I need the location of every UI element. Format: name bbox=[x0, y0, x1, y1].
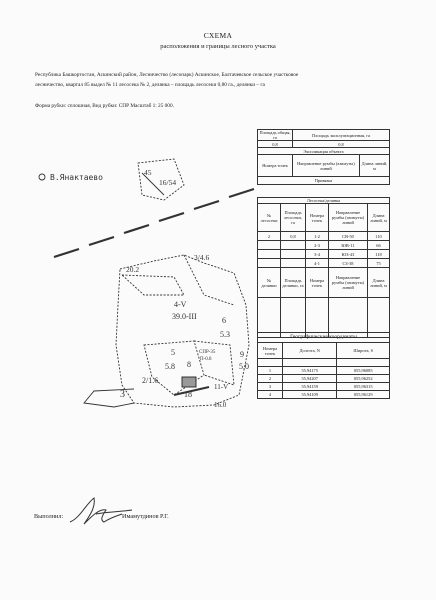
cell: 2-3 bbox=[306, 241, 329, 250]
signature-name: Имамутдинов Р.Г. bbox=[122, 513, 169, 520]
plot-map bbox=[34, 145, 259, 415]
cell: 110 bbox=[368, 232, 390, 241]
map-label-3: 20.2 bbox=[126, 265, 140, 274]
cell: 0,8 bbox=[281, 232, 306, 241]
geo-lon-header: Долгота, N bbox=[283, 343, 337, 359]
cell: 055,96085 bbox=[337, 367, 390, 375]
binding-direction-header: Направление румбы (азимуты) линий bbox=[293, 155, 360, 177]
binding-point-header: Номера точек bbox=[258, 155, 293, 177]
plot-num-header: № лесосеки bbox=[258, 204, 281, 232]
cell: 055,96315 bbox=[337, 383, 390, 391]
plot-length-header: Длина линий, м bbox=[368, 204, 390, 232]
plot-area-header: Площадь лесосеки, га bbox=[281, 204, 306, 232]
cell bbox=[281, 241, 306, 250]
map-label-4: 4-V bbox=[174, 300, 187, 309]
table-row bbox=[258, 375, 390, 383]
table-row bbox=[258, 259, 390, 268]
village-label: В.Янактаево bbox=[50, 173, 103, 182]
table-row bbox=[258, 367, 390, 375]
cell bbox=[258, 241, 281, 250]
cell: СВ-50 bbox=[329, 232, 368, 241]
cell: 2 bbox=[258, 232, 281, 241]
cell: 118 bbox=[368, 250, 390, 259]
cell bbox=[281, 259, 306, 268]
cell: 3 bbox=[258, 383, 283, 391]
cell: 4-1 bbox=[306, 259, 329, 268]
area-operational-header: Площадь эксплуатационная, га bbox=[293, 130, 390, 141]
cell: СЗ-38 bbox=[329, 259, 368, 268]
logging-plot-marker bbox=[182, 377, 196, 387]
area-table bbox=[257, 129, 390, 185]
cell bbox=[281, 250, 306, 259]
map-label-0: 45 bbox=[144, 168, 152, 177]
cell: 3-4 bbox=[306, 250, 329, 259]
parcel-num-header: № делянки bbox=[258, 268, 281, 298]
map-label-16: 3 bbox=[120, 389, 125, 400]
cell: 2 bbox=[258, 375, 283, 383]
parcel-direction-header: Направление румбы (азимуты) линий bbox=[329, 268, 368, 298]
map-label-2: 3/4.6 bbox=[194, 253, 210, 262]
map-label-9: П-0.8 bbox=[200, 357, 212, 362]
map-label-19: 16.0 bbox=[214, 401, 227, 409]
table-row bbox=[258, 241, 390, 250]
map-label-13: 9 bbox=[240, 350, 244, 359]
cell bbox=[258, 259, 281, 268]
document-title: СХЕМА bbox=[203, 31, 233, 40]
cell: 055,96129 bbox=[337, 391, 390, 399]
parcel-points-header: Номера точек bbox=[306, 268, 329, 298]
geo-title: Географические координаты bbox=[258, 333, 390, 343]
map-label-11: 5.8 bbox=[165, 362, 175, 371]
map-label-18: 11-V bbox=[214, 383, 229, 391]
map-label-7: 5.3 bbox=[220, 330, 230, 339]
cell: 55,94207 bbox=[283, 375, 337, 383]
signature-label: Выполнил: bbox=[34, 513, 64, 520]
cell: 55,94109 bbox=[283, 391, 337, 399]
cell bbox=[258, 250, 281, 259]
cell: 1-2 bbox=[306, 232, 329, 241]
map-label-15: 2/1.6 bbox=[142, 376, 159, 385]
table-row bbox=[258, 391, 390, 399]
map-label-12: 8 bbox=[187, 360, 191, 369]
cell: 55,94159 bbox=[283, 383, 337, 391]
felling-form-line: Форма рубки: сплошная, Вид рубки: СПР Масштаб 1: 25 000. bbox=[35, 103, 174, 109]
map-label-6: 6 bbox=[222, 316, 226, 325]
explication-header: Экспликация объекта bbox=[258, 148, 390, 155]
map-label-10: 5 bbox=[171, 348, 175, 357]
binding-length-header: Длина линий, м bbox=[359, 155, 389, 177]
map-label-8: СПР-35 bbox=[199, 350, 216, 355]
geo-lat-header: Широта, S bbox=[337, 343, 390, 359]
cell: ЮВ-11 bbox=[329, 241, 368, 250]
parcel-length-header: Длина линий, м bbox=[368, 268, 390, 298]
plot-table bbox=[257, 197, 390, 338]
village-marker-icon bbox=[39, 174, 45, 180]
geo-coordinates-table bbox=[257, 332, 390, 399]
cell: 1 bbox=[258, 367, 283, 375]
area-total-value: 0,8 bbox=[258, 141, 293, 148]
cell: ЮЗ-43 bbox=[329, 250, 368, 259]
binding-label: Привязка bbox=[258, 177, 390, 185]
area-operational-value: 0,8 bbox=[293, 141, 390, 148]
map-label-5: 39.0-III bbox=[172, 312, 197, 321]
cell: 66 bbox=[368, 241, 390, 250]
plot-direction-header: Направление румбы (азимуты) линий bbox=[329, 204, 368, 232]
cell: 55,94175 bbox=[283, 367, 337, 375]
plot-section-header: Лесосека/делянка bbox=[258, 198, 390, 204]
document-subtitle: расположения и границы лесного участка bbox=[160, 43, 276, 50]
map-label-1: 16/54 bbox=[159, 178, 177, 187]
map-label-14: 5.0 bbox=[239, 362, 249, 371]
plot-points-header: Номера точек bbox=[306, 204, 329, 232]
map-label-17: 18 bbox=[184, 390, 192, 399]
table-row bbox=[258, 383, 390, 391]
table-row bbox=[258, 232, 390, 241]
parcel-area-header: Площадь делянки, га bbox=[281, 268, 306, 298]
handwritten-signature bbox=[66, 494, 136, 528]
location-line-1: Республика Башкортостан, Аскинский район, Лесничество (лесопарк) Аскинское, Балтачевское сельское участковое bbox=[35, 72, 299, 78]
area-total-header: Площадь общая, га bbox=[259, 130, 291, 140]
cell: 75 bbox=[368, 259, 390, 268]
location-line-2: лесничество, квартал 85 выдел № 11 лесосека № 2, делянка – площадь лесосеки 0,80 га., делянки – га bbox=[35, 82, 265, 88]
cell: 4 bbox=[258, 391, 283, 399]
table-row bbox=[258, 250, 390, 259]
cell: 055,96252 bbox=[337, 375, 390, 383]
geo-point-header: Номера точек bbox=[258, 343, 283, 359]
